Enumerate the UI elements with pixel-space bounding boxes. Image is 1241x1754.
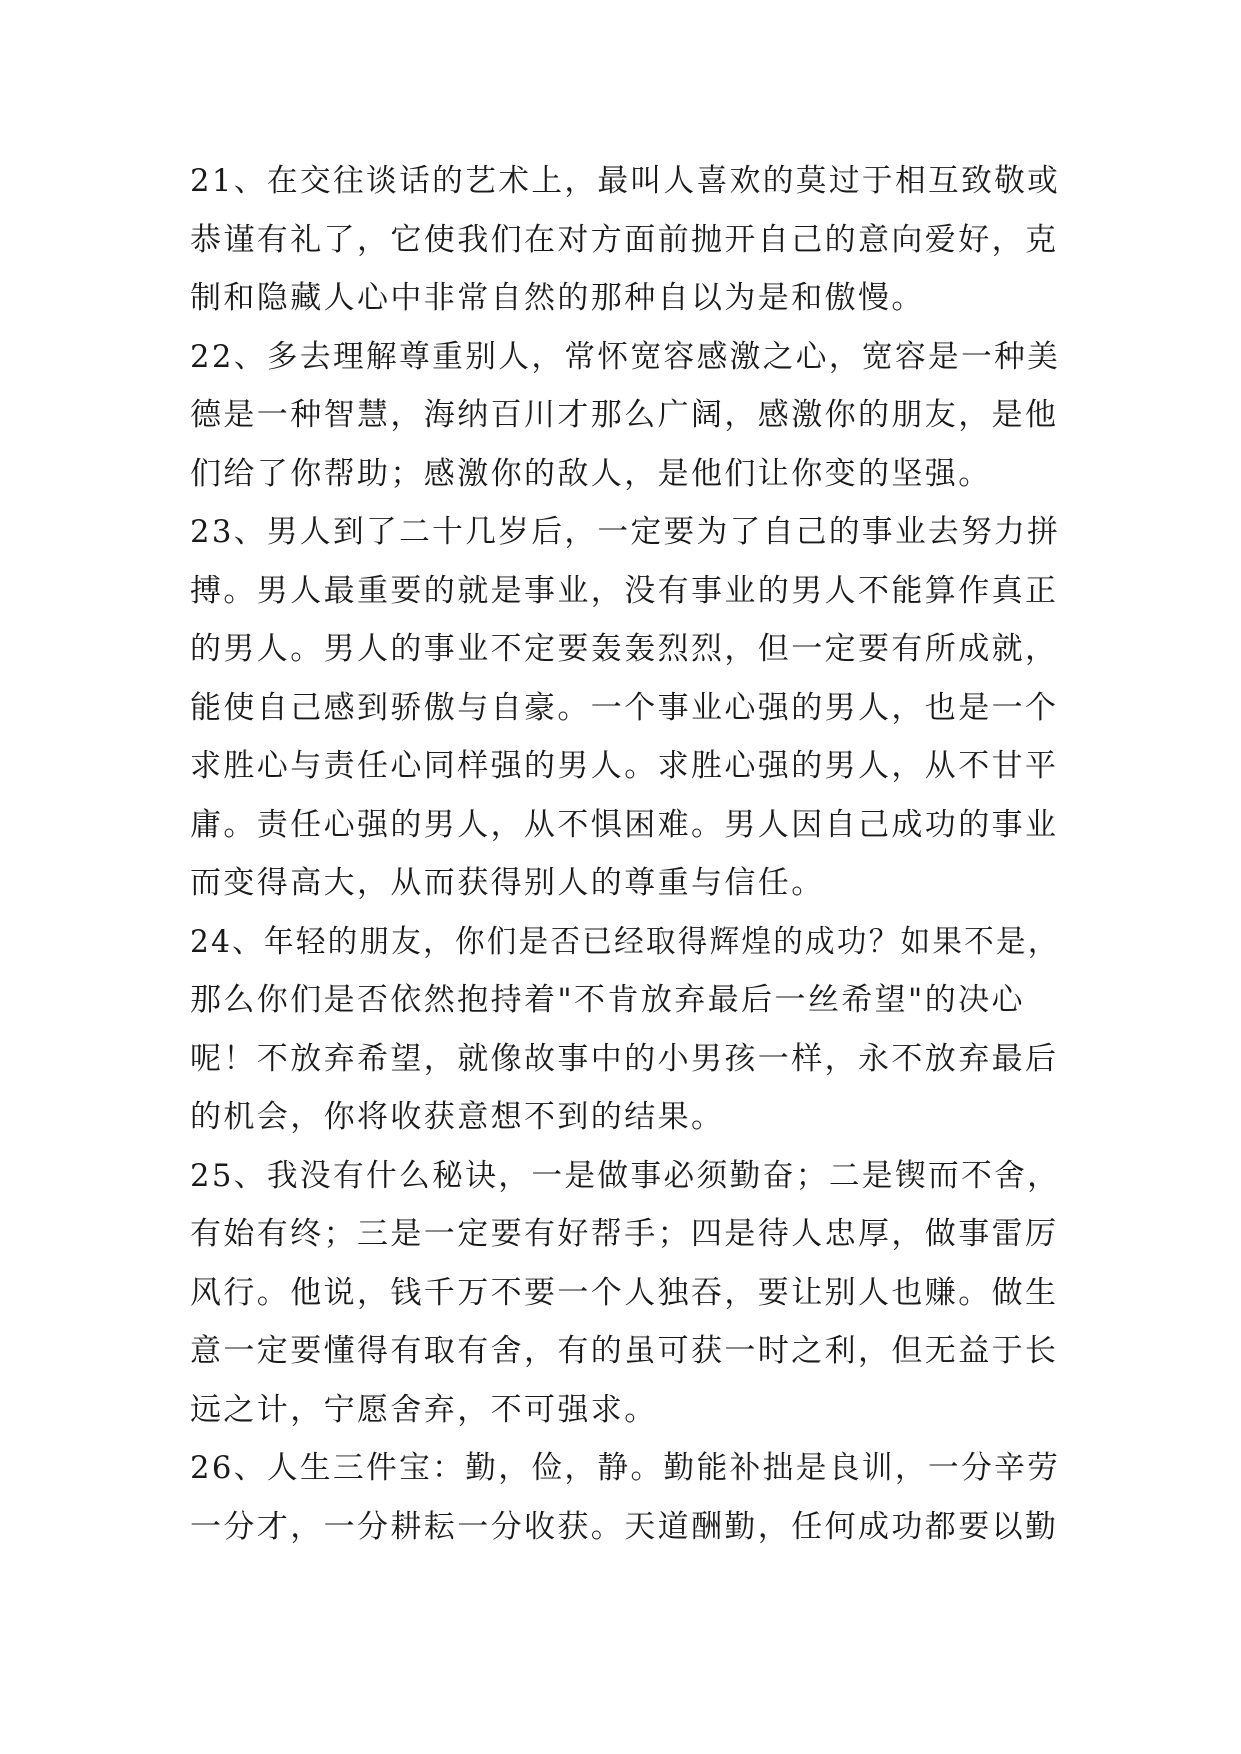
document-body: [190, 152, 1060, 1556]
text-line: 有始有终；三是一定要有好帮手；四是待人忠厚，做事雷厉: [190, 1216, 1059, 1252]
text-line: 26、人生三件宝：勤，俭，静。勤能补拙是良训，一分辛劳: [190, 1450, 1061, 1486]
text-line: 德是一种智慧，海纳百川才那么广阔，感激你的朋友，是他: [190, 397, 1059, 433]
text-line: 一分才，一分耕耘一分收获。天道酬勤，任何成功都要以勤: [190, 1508, 1059, 1545]
text-line: 远之计，宁愿舍弃，不可强求。: [190, 1391, 658, 1428]
text-line: 求胜心与责任心同样强的男人。求胜心强的男人，从不甘平: [190, 748, 1059, 784]
text-line: 24、年轻的朋友，你们是否已经取得辉煌的成功？如果不是，: [190, 923, 1060, 960]
text-line: 制和隐藏人心中非常自然的那种自以为是和傲慢。: [190, 280, 925, 316]
text-line: 能使自己感到骄傲与自豪。一个事业心强的男人，也是一个: [190, 689, 1059, 726]
text-line: 21、在交往谈话的艺术上，最叫人喜欢的莫过于相互致敬或: [190, 163, 1061, 199]
text-line: 22、多去理解尊重别人，常怀宽容感激之心，宽容是一种美: [190, 338, 1061, 375]
text-line: 的男人。男人的事业不定要轰轰烈烈，但一定要有所成就，: [190, 631, 1059, 667]
text-line: 庸。责任心强的男人，从不惧困难。男人因自己成功的事业: [190, 806, 1059, 843]
text-line: 呢！不放弃希望，就像故事中的小男孩一样，永不放弃最后: [190, 1040, 1059, 1077]
text-line: 们给了你帮助；感激你的敌人，是他们让你变的坚强。: [190, 455, 992, 492]
text-line: 意一定要懂得有取有舍，有的虽可获一时之利，但无益于长: [190, 1333, 1059, 1369]
text-line: 恭谨有礼了，它使我们在对方面前抛开自己的意向爱好，克: [190, 221, 1059, 258]
text-line: 23、男人到了二十几岁后，一定要为了自己的事业去努力拼: [190, 514, 1061, 550]
text-line: 那么你们是否依然抱持着"不肯放弃最后一丝希望"的决心: [190, 982, 1025, 1018]
text-line: 的机会，你将收获意想不到的结果。: [190, 1099, 725, 1135]
text-line: 风行。他说，钱千万不要一个人独吞，要让别人也赚。做生: [190, 1274, 1059, 1311]
text-line: 而变得高大，从而获得别人的尊重与信任。: [190, 865, 825, 901]
text-line: 搏。男人最重要的就是事业，没有事业的男人不能算作真正: [190, 572, 1059, 609]
text-line: 25、我没有什么秘诀，一是做事必须勤奋；二是锲而不舍，: [190, 1157, 1061, 1194]
